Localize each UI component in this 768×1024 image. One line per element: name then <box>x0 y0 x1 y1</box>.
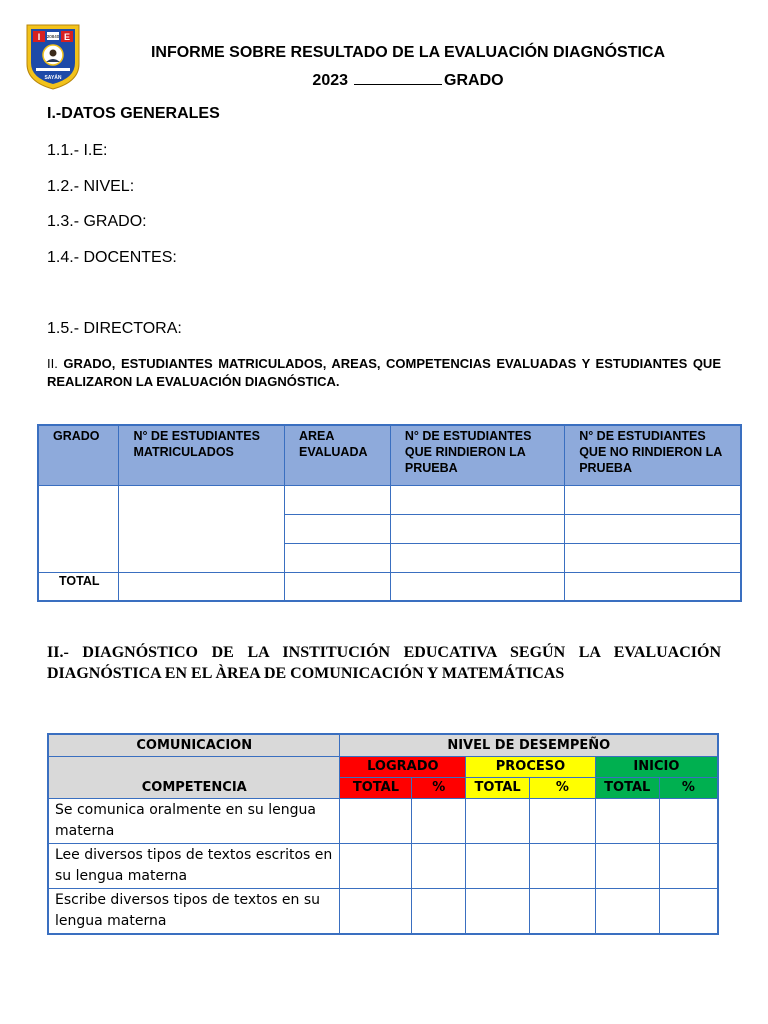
logo-text: SAYÁN <box>44 75 62 81</box>
document-subtitle <box>90 71 726 90</box>
nivel-desempeno-header: NIVEL DE DESEMPEÑO <box>340 734 718 756</box>
svg-text:I: I <box>37 32 41 42</box>
document-title: INFORME SOBRE RESULTADO DE LA EVALUACIÓN DIAGNÓSTICA <box>150 44 666 61</box>
inicio-total-cell[interactable] <box>595 843 659 888</box>
logrado-total-cell[interactable] <box>340 843 412 888</box>
school-logo <box>26 24 80 90</box>
diagnostic-heading: II.- DIAGNÓSTICO DE LA INSTITUCIÓN EDUCATIVA SEGÚN LA EVALUACIÓN DIAGNÓSTICA EN EL ÀREA DE COMUNICACIÓN Y MATEMÁTICAS <box>47 644 721 682</box>
performance-table <box>47 733 719 935</box>
general-data-heading: I.-DATOS GENERALES <box>47 105 220 122</box>
section2-heading <box>47 355 721 391</box>
cell-no-rindieron[interactable] <box>565 485 741 514</box>
header-no-rindieron: N° DE ESTUDIANTES QUE NO RINDIERON LA PRUEBA <box>565 425 741 485</box>
field-grado: 1.3.- GRADO: <box>47 213 147 230</box>
proceso-total-cell[interactable] <box>466 798 530 843</box>
title-year: 2023 <box>312 72 349 89</box>
cell-grado[interactable] <box>38 485 119 572</box>
cell-area[interactable] <box>285 543 391 572</box>
logrado-pct-cell[interactable] <box>412 798 466 843</box>
proceso-pct-cell[interactable] <box>530 888 596 934</box>
area-header: COMUNICACION <box>48 734 340 756</box>
section2-roman: II. <box>47 356 58 371</box>
level-logrado: LOGRADO <box>340 756 466 777</box>
cell-rindieron[interactable] <box>390 543 564 572</box>
proceso-pct-cell[interactable] <box>530 843 596 888</box>
field-nivel: 1.2.- NIVEL: <box>47 178 135 195</box>
header-grado: GRADO <box>38 425 119 485</box>
cell-matriculados[interactable] <box>119 485 285 572</box>
proceso-total-header: TOTAL <box>466 777 530 798</box>
header-area: AREA EVALUADA <box>285 425 391 485</box>
total-area[interactable] <box>285 572 391 601</box>
logo-code: 20840 <box>46 34 60 39</box>
inicio-pct-cell[interactable] <box>659 843 718 888</box>
cell-area[interactable] <box>285 514 391 543</box>
title-grade: GRADO <box>444 72 504 89</box>
field-docentes: 1.4.- DOCENTES: <box>47 249 177 266</box>
proceso-pct-cell[interactable] <box>530 798 596 843</box>
field-directora: 1.5.- DIRECTORA: <box>47 320 182 337</box>
cell-rindieron[interactable] <box>390 485 564 514</box>
inicio-pct-cell[interactable] <box>659 888 718 934</box>
logrado-pct-header: % <box>412 777 466 798</box>
competencia-header: COMPETENCIA <box>48 756 340 798</box>
cell-area[interactable] <box>285 485 391 514</box>
competency-row-label: Escribe diversos tipos de textos en su lengua materna <box>48 888 340 934</box>
students-table <box>37 424 742 602</box>
logrado-total-cell[interactable] <box>340 798 412 843</box>
logrado-total-header: TOTAL <box>340 777 412 798</box>
total-rindieron[interactable] <box>390 572 564 601</box>
proceso-total-cell[interactable] <box>466 843 530 888</box>
competency-row-label: Lee diversos tipos de textos escritos en su lengua materna <box>48 843 340 888</box>
header-rindieron: N° DE ESTUDIANTES QUE RINDIERON LA PRUEBA <box>390 425 564 485</box>
inicio-pct-header: % <box>659 777 718 798</box>
total-matriculados[interactable] <box>119 572 285 601</box>
proceso-total-cell[interactable] <box>466 888 530 934</box>
header-matriculados: N° DE ESTUDIANTES MATRICULADOS <box>119 425 285 485</box>
cell-no-rindieron[interactable] <box>565 543 741 572</box>
inicio-total-cell[interactable] <box>595 798 659 843</box>
inicio-total-cell[interactable] <box>595 888 659 934</box>
logrado-pct-cell[interactable] <box>412 888 466 934</box>
field-ie: 1.1.- I.E: <box>47 142 108 159</box>
svg-text:E: E <box>63 32 71 42</box>
inicio-pct-cell[interactable] <box>659 798 718 843</box>
total-no-rindieron[interactable] <box>565 572 741 601</box>
level-proceso: PROCESO <box>466 756 596 777</box>
logrado-pct-cell[interactable] <box>412 843 466 888</box>
proceso-pct-header: % <box>530 777 596 798</box>
competency-row-label: Se comunica oralmente en su lengua materna <box>48 798 340 843</box>
logrado-total-cell[interactable] <box>340 888 412 934</box>
inicio-total-header: TOTAL <box>595 777 659 798</box>
total-label: TOTAL <box>38 572 119 601</box>
level-inicio: INICIO <box>595 756 718 777</box>
grade-blank-line <box>354 71 442 85</box>
cell-rindieron[interactable] <box>390 514 564 543</box>
section2-text: GRADO, ESTUDIANTES MATRICULADOS, AREAS, COMPETENCIAS EVALUADAS Y ESTUDIANTES QUE REALIZARON LA EVALUACIÓN DIAGNÓSTICA. <box>47 356 721 389</box>
cell-no-rindieron[interactable] <box>565 514 741 543</box>
